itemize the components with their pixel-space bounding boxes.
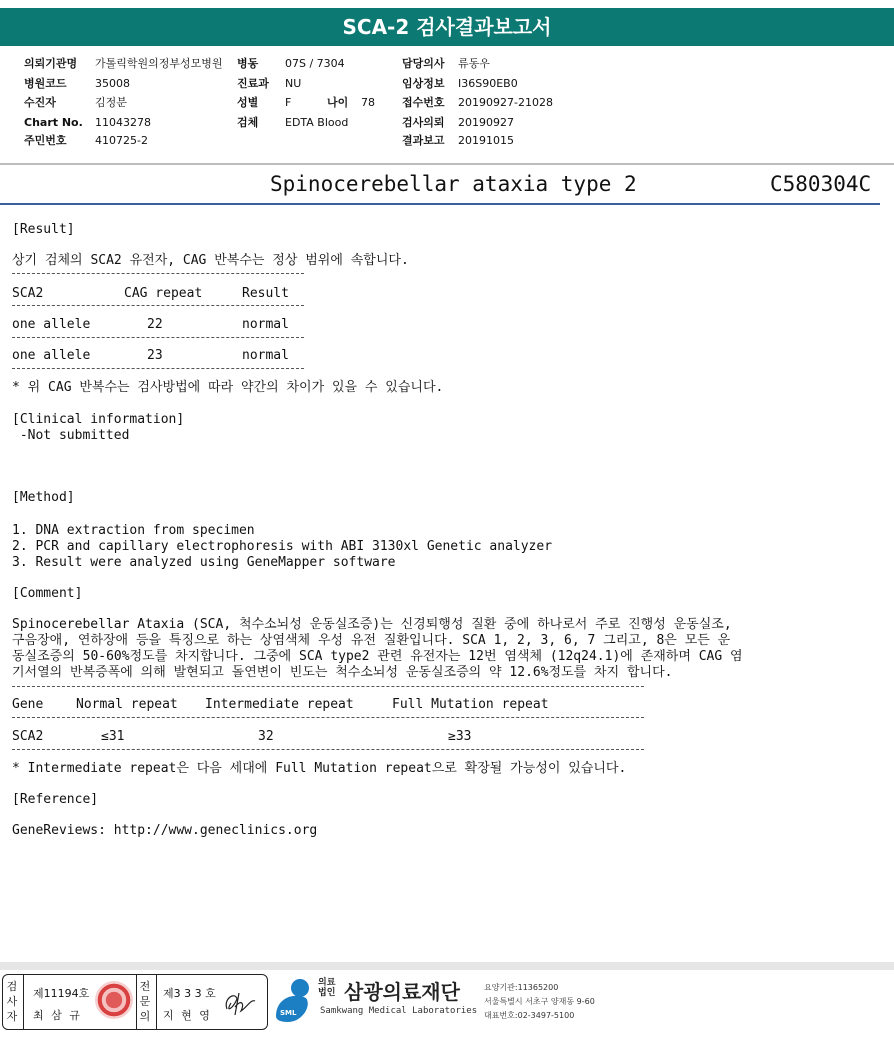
comment-line: 기서열의 반복증폭에 의해 발현되고 돌연변이 빈도는 척수소뇌성 운동실조증의 약 12.6%정도를 차지 합니다. <box>12 665 673 680</box>
org-name: 삼광의료재단 <box>344 980 460 1004</box>
document-code: C580304C <box>770 172 872 196</box>
signature-box <box>2 974 268 1030</box>
report-date-value: 20191015 <box>458 134 514 147</box>
comment-row-gene: SCA2 <box>12 729 44 744</box>
result-row2-result: normal <box>242 348 289 363</box>
comment-line: Spinocerebellar Ataxia (SCA, 척수소뇌성 운동실조증)는 신경퇴행성 질환 중에 하나로서 주로 진행성 운동실조, <box>12 617 732 632</box>
org-english-name: Samkwang Medical Laboratories <box>320 1006 478 1016</box>
chart-no-label: Chart No. <box>24 116 83 129</box>
patient-value: 김정분 <box>95 96 127 109</box>
method-item-1: 1. DNA extraction from specimen <box>12 523 255 538</box>
clinical-text: -Not submitted <box>12 428 130 443</box>
reference-text: GeneReviews: http://www.geneclinics.org <box>12 823 318 838</box>
signature-icon <box>221 989 261 1019</box>
chart-no-value: 11043278 <box>95 116 151 129</box>
request-date-label: 검사의뢰 <box>402 116 445 129</box>
tester-label: 검 사 자 <box>6 980 18 1023</box>
department-value: NU <box>285 77 302 90</box>
result-row1-result: normal <box>242 317 289 332</box>
institution-value: 가톨릭학원의정부성모병원 <box>95 57 223 70</box>
resident-no-value: 410725-2 <box>95 134 148 147</box>
specialist-name: 지 현 영 <box>163 1009 212 1022</box>
table-rule <box>12 749 644 750</box>
footer-band <box>0 962 894 970</box>
divider <box>23 975 24 1029</box>
comment-header-intermediate: Intermediate repeat <box>205 697 354 712</box>
result-heading: [Result] <box>12 222 75 237</box>
org-prefix: 의료 법인 <box>318 978 336 998</box>
ward-label: 병동 <box>237 57 259 70</box>
comment-row-normal: ≤31 <box>101 729 125 744</box>
comment-note: * Intermediate repeat은 다음 세대에 Full Mutation repeat으로 확장될 가능성이 있습니다. <box>12 761 627 776</box>
method-item-2: 2. PCR and capillary electrophoresis with ABI 3130xl Genetic analyzer <box>12 539 553 554</box>
comment-row-intermediate: 32 <box>258 729 274 744</box>
comment-header-normal: Normal repeat <box>76 697 178 712</box>
org-address: 서울특별시 서초구 양재동 9-60 <box>484 997 595 1006</box>
document-title: Spinocerebellar ataxia type 2 <box>270 172 637 196</box>
result-header-repeat: CAG repeat <box>124 286 203 301</box>
reference-heading: [Reference] <box>12 792 99 807</box>
result-header-gene: SCA2 <box>12 286 44 301</box>
table-rule <box>12 273 304 274</box>
result-row1-repeat: 22 <box>147 317 163 332</box>
title-divider <box>0 203 880 205</box>
hospital-code-label: 병원코드 <box>24 77 67 90</box>
ward-value: 07S / 7304 <box>285 57 345 70</box>
logo-text: SML <box>280 1009 297 1017</box>
department-label: 진료과 <box>237 77 269 90</box>
clinical-code-value: I36S90EB0 <box>458 77 518 90</box>
report-date-label: 결과보고 <box>402 134 445 147</box>
age-label: 나이 <box>327 96 349 109</box>
specialist-number: 제3 3 3 호 <box>163 987 216 1000</box>
official-seal <box>95 981 133 1019</box>
result-summary: 상기 검체의 SCA2 유전자, CAG 반복수는 정상 범위에 속합니다. <box>12 253 409 268</box>
specimen-value: EDTA Blood <box>285 116 349 129</box>
method-item-3: 3. Result were analyzed using GeneMapper software <box>12 555 396 570</box>
report-title: SCA-2 검사결과보고서 <box>0 8 894 46</box>
result-note: * 위 CAG 반복수는 검사방법에 따라 약간의 차이가 있을 수 있습니다. <box>12 380 444 395</box>
table-rule <box>12 368 304 369</box>
table-rule <box>12 686 644 687</box>
clinical-heading: [Clinical information] <box>12 412 185 427</box>
doctor-value: 류동우 <box>458 57 490 70</box>
table-rule <box>12 305 304 306</box>
comment-line: 구음장애, 연하장애 등을 특징으로 하는 상염색체 우성 유전 질환입니다. SCA 1, 2, 3, 6, 7 그리고, 8은 모든 운 <box>12 633 731 648</box>
hospital-code-value: 35008 <box>95 77 130 90</box>
sex-label: 성별 <box>237 96 259 109</box>
comment-heading: [Comment] <box>12 586 83 601</box>
comment-row-full: ≥33 <box>448 729 472 744</box>
result-row2-allele: one allele <box>12 348 91 363</box>
result-row1-allele: one allele <box>12 317 91 332</box>
tester-number: 제11194호 <box>33 987 90 1000</box>
result-row2-repeat: 23 <box>147 348 163 363</box>
patient-label: 수진자 <box>24 96 56 109</box>
divider <box>156 975 157 1029</box>
receipt-no-label: 접수번호 <box>402 96 445 109</box>
comment-line: 동실조증의 50-60%정도를 차지합니다. 그중에 SCA type2 관련 유전자는 12번 염색체 (12q24.1)에 존재하며 CAG 염 <box>12 649 743 664</box>
age-value: 78 <box>361 96 375 109</box>
tester-name: 최 삼 규 <box>33 1009 82 1022</box>
comment-header-full: Full Mutation repeat <box>392 697 549 712</box>
result-header-result: Result <box>242 286 289 301</box>
header-divider <box>0 163 894 165</box>
table-rule <box>12 337 304 338</box>
method-heading: [Method] <box>12 490 75 505</box>
org-phone: 대표번호:02-3497-5100 <box>484 1011 575 1020</box>
sml-logo-icon <box>272 976 314 1024</box>
sex-value: F <box>285 96 292 109</box>
clinical-code-label: 임상정보 <box>402 77 445 90</box>
comment-paragraph <box>12 617 884 681</box>
receipt-no-value: 20190927-21028 <box>458 96 553 109</box>
resident-no-label: 주민번호 <box>24 134 67 147</box>
specialist-label: 전 문 의 <box>139 980 151 1023</box>
comment-header-gene: Gene <box>12 697 44 712</box>
table-rule <box>12 717 644 718</box>
request-date-value: 20190927 <box>458 116 514 129</box>
org-code: 요양기관:11365200 <box>484 983 559 992</box>
divider <box>136 975 137 1029</box>
doctor-label: 담당의사 <box>402 57 445 70</box>
specimen-label: 검체 <box>237 116 259 129</box>
institution-label: 의뢰기관명 <box>24 57 78 70</box>
